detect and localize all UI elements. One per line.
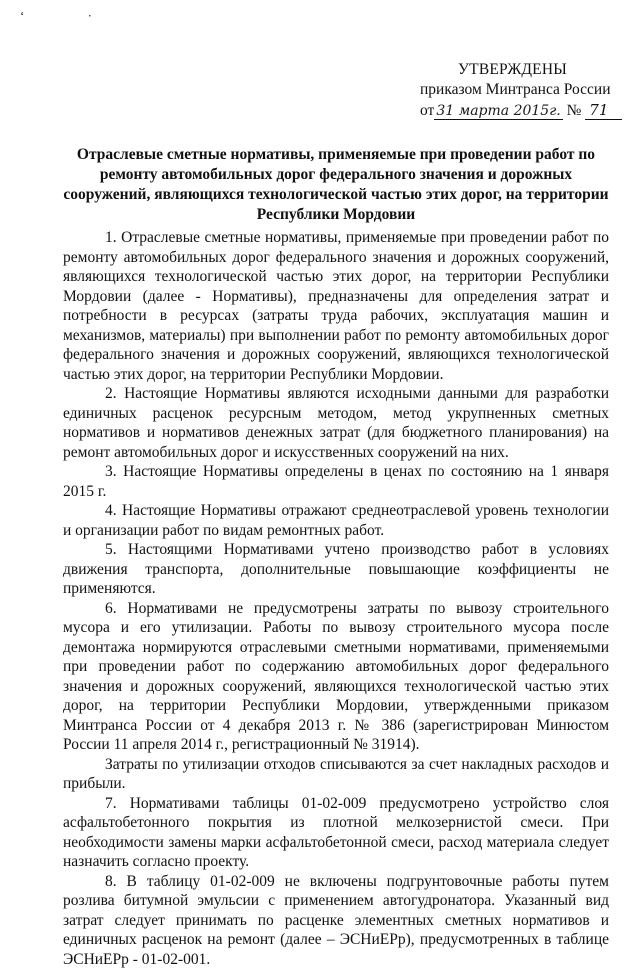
approval-date-line (420, 100, 620, 121)
approved-heading: УТВЕРЖДЕНЫ (420, 60, 620, 80)
document-title: Отраслевые сметные нормативы, применяемые при проведении работ по ремонту автомобильных дорог федерального значения и дорожных сооружений, являющихся технологической частью этих дорог, на территории Республики Мордовии (60, 145, 612, 225)
paragraph-8: 8. В таблицу 01-02-009 не включены подгрунтовочные работы путем розлива битумной эмульсии с применением автогудронатора. Указанный вид затрат следует принимать по расценке элементных сметных нормативов и единичных расценок на ремонт (далее – ЭСНиЕРр), предусмотренных в таблице ЭСНиЕРр - 01-02-001. (63, 872, 609, 969)
paragraph-6-continuation: Затраты по утилизации отходов списываются за счет накладных расходов и прибыли. (63, 755, 609, 794)
paragraph-7: 7. Нормативами таблицы 01-02-009 предусмотрено устройство слоя асфальтобетонного покрытия из плотной мелкозернистой смеси. При необходимости замены марки асфальтобетонной смеси, расход материала следует назначить согласно проекту. (63, 794, 609, 872)
paragraph-6: 6. Нормативами не предусмотрены затраты по вывозу строительного мусора и его утилизации. Работы по вывозу строительного мусора после демонтажа нормируются отраслевыми сметными нормативами, применяемыми при проведении работ по содержанию автомобильных дорог федерального значения и дорожных сооружений, являющихся технологической частью этих дорог, на территории Республики Мордовии, утвержденными приказом Минтранса России от 4 декабря 2013 г. № 386 (зарегистрирован Минюстом России 11 апреля 2014 г., регистрационный № 31914). (63, 599, 609, 755)
scan-corner-marks: ʻ · (20, 8, 122, 24)
number-prefix: № (567, 102, 582, 119)
date-prefix: от (420, 102, 434, 119)
paragraph-5: 5. Настоящими Нормативами учтено производство работ в условиях движения транспорта, дополнительные повышающие коэффициенты не применяются. (63, 540, 609, 599)
paragraph-1: 1. Отраслевые сметные нормативы, применяемые при проведении работ по ремонту автомобильных дорог федерального значения и дорожных сооружений, являющихся технологической частью этих дорог, на территории Республики Мордовии (далее - Нормативы), предназначены для определения затрат и потребности в ресурсах (затраты труда рабочих, эксплуатация машин и механизмов, материалы) при выполнении работ по ремонту автомобильных дорог федерального значения и дорожных сооружений, являющихся технологической частью этих дорог, на территории Республики Мордовии. (63, 228, 609, 384)
approval-block (420, 60, 620, 121)
handwritten-date: 31 марта 2015г. (434, 103, 562, 120)
paragraph-2: 2. Настоящие Нормативы являются исходными данными для разработки единичных расценок ресурсным методом, метод укрупненных сметных нормативов и нормативов денежных затрат (для бюджетного планирования) на ремонт автомобильных дорог и искусственных сооружений на них. (63, 384, 609, 462)
document-body (63, 228, 609, 969)
paragraph-3: 3. Настоящие Нормативы определены в ценах по состоянию на 1 января 2015 г. (63, 462, 609, 501)
paragraph-4: 4. Настоящие Нормативы отражают среднеотраслевой уровень технологии и организации работ по видам ремонтных работ. (63, 501, 609, 540)
handwritten-number: 71 (585, 101, 622, 120)
approval-order-line: приказом Минтранса России (420, 80, 620, 100)
